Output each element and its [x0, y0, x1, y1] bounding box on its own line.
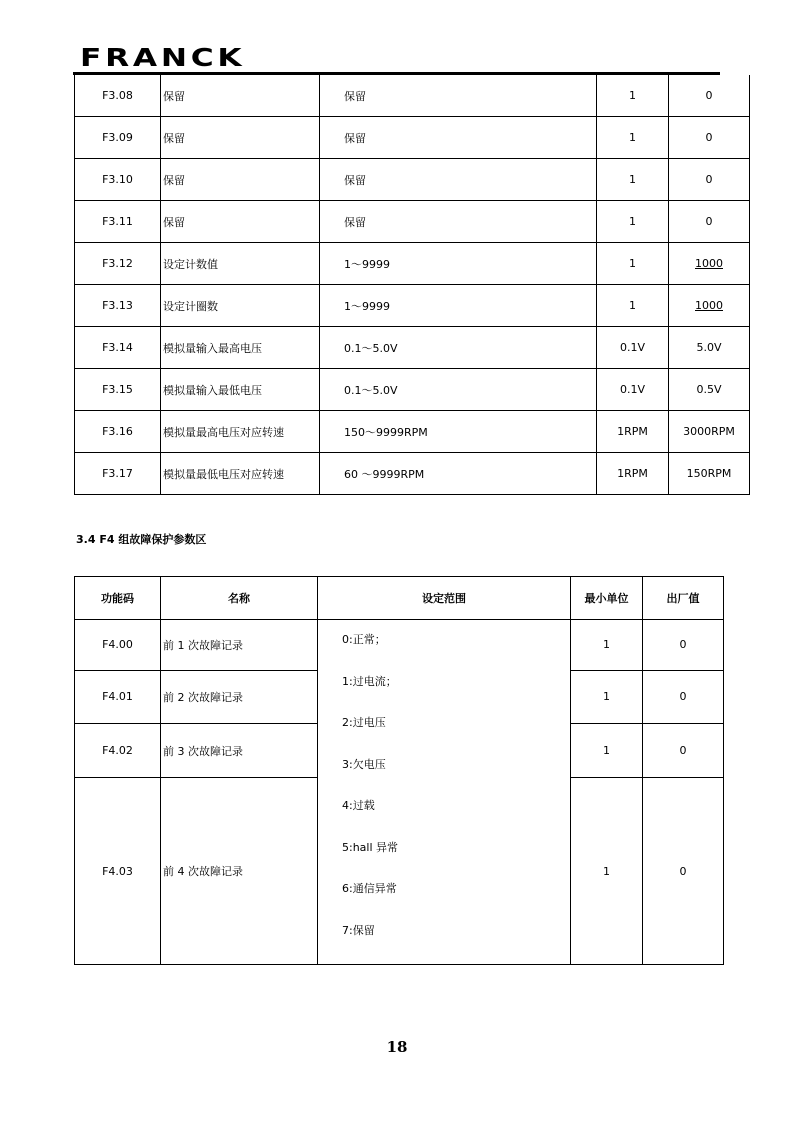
- default-value: 3000RPM: [669, 411, 750, 453]
- function-code: F3.15: [75, 369, 161, 411]
- default-value: 0: [643, 778, 724, 965]
- setting-range: 60 ～9999RPM: [320, 453, 597, 495]
- setting-range: 保留: [320, 117, 597, 159]
- setting-range: 保留: [320, 75, 597, 117]
- function-code: F4.03: [75, 778, 161, 965]
- default-value: 150RPM: [669, 453, 750, 495]
- table-row: [75, 75, 750, 117]
- table-header-row: [75, 577, 724, 620]
- parameter-name: 模拟量最低电压对应转速: [161, 453, 320, 495]
- function-code: F3.12: [75, 243, 161, 285]
- fault-code-item: 1:过电流；: [342, 674, 397, 688]
- fault-code-item: 4:过载: [342, 799, 375, 812]
- default-value: 0: [643, 670, 724, 724]
- setting-range: 1～9999: [320, 243, 597, 285]
- parameter-name: 设定计数值: [161, 243, 320, 285]
- default-value: 0: [669, 201, 750, 243]
- f3-parameter-table: [74, 75, 750, 495]
- default-value: 0: [643, 620, 724, 671]
- default-value: 1000: [669, 285, 750, 327]
- min-unit: 0.1V: [597, 327, 669, 369]
- min-unit: 1: [571, 620, 643, 671]
- parameter-name: 前 3 次故障记录: [161, 724, 318, 778]
- setting-range: 保留: [320, 201, 597, 243]
- parameter-name: 模拟量输入最高电压: [161, 327, 320, 369]
- function-code: F4.02: [75, 724, 161, 778]
- table-row: [75, 159, 750, 201]
- setting-range: 150～9999RPM: [320, 411, 597, 453]
- parameter-name: 保留: [161, 117, 320, 159]
- parameter-name: 前 4 次故障记录: [161, 778, 318, 965]
- function-code: F3.16: [75, 411, 161, 453]
- default-value: 5.0V: [669, 327, 750, 369]
- function-code: F3.10: [75, 159, 161, 201]
- setting-range: 1～9999: [320, 285, 597, 327]
- parameter-name: 模拟量最高电压对应转速: [161, 411, 320, 453]
- function-code: F4.00: [75, 620, 161, 671]
- function-code: F3.09: [75, 117, 161, 159]
- table-row: [75, 327, 750, 369]
- function-code: F3.13: [75, 285, 161, 327]
- default-value: 0.5V: [669, 369, 750, 411]
- default-value: 1000: [669, 243, 750, 285]
- function-code: F3.17: [75, 453, 161, 495]
- parameter-name: 保留: [161, 159, 320, 201]
- fault-code-item: 2:过电压: [342, 716, 386, 729]
- min-unit: 0.1V: [597, 369, 669, 411]
- f4-fault-table: [74, 576, 724, 965]
- parameter-name: 保留: [161, 201, 320, 243]
- page-number: 18: [386, 1038, 408, 1056]
- fault-code-item: 5:hall 异常: [342, 840, 399, 854]
- table-row: [75, 243, 750, 285]
- table-row: [75, 453, 750, 495]
- header-default: 出厂值: [643, 577, 724, 620]
- function-code: F3.11: [75, 201, 161, 243]
- min-unit: 1: [571, 778, 643, 965]
- table-row: [75, 117, 750, 159]
- fault-code-list: [318, 620, 571, 965]
- header-range: 设定范围: [318, 577, 571, 620]
- default-value: 0: [669, 117, 750, 159]
- setting-range: 0.1～5.0V: [320, 327, 597, 369]
- header-code: 功能码: [75, 577, 161, 620]
- parameter-name: 前 1 次故障记录: [161, 620, 318, 671]
- function-code: F3.08: [75, 75, 161, 117]
- function-code: F4.01: [75, 670, 161, 724]
- min-unit: 1: [597, 117, 669, 159]
- section-title: 3.4 F4 组故障保护参数区: [76, 533, 207, 546]
- min-unit: 1: [571, 724, 643, 778]
- min-unit: 1: [597, 285, 669, 327]
- table-row: [75, 201, 750, 243]
- default-value: 0: [643, 724, 724, 778]
- function-code: F3.14: [75, 327, 161, 369]
- fault-code-item: 7:保留: [342, 923, 375, 937]
- franck-logo: FRANCK: [80, 43, 246, 72]
- parameter-name: 设定计圈数: [161, 285, 320, 327]
- min-unit: 1RPM: [597, 453, 669, 495]
- table-row: [75, 369, 750, 411]
- parameter-name: 前 2 次故障记录: [161, 670, 318, 724]
- min-unit: 1: [597, 201, 669, 243]
- min-unit: 1RPM: [597, 411, 669, 453]
- min-unit: 1: [597, 75, 669, 117]
- table-row: [75, 620, 724, 671]
- fault-code-item: 6:通信异常: [342, 882, 397, 895]
- parameter-name: 模拟量输入最低电压: [161, 369, 320, 411]
- table-row: [75, 411, 750, 453]
- min-unit: 1: [597, 243, 669, 285]
- setting-range: 0.1～5.0V: [320, 369, 597, 411]
- min-unit: 1: [571, 670, 643, 724]
- table-row: [75, 285, 750, 327]
- parameter-name: 保留: [161, 75, 320, 117]
- fault-code-item: 0:正常；: [342, 633, 386, 646]
- default-value: 0: [669, 159, 750, 201]
- default-value: 0: [669, 75, 750, 117]
- fault-code-item: 3:欠电压: [342, 757, 386, 771]
- header-unit: 最小单位: [571, 577, 643, 620]
- header-name: 名称: [161, 577, 318, 620]
- setting-range: 保留: [320, 159, 597, 201]
- min-unit: 1: [597, 159, 669, 201]
